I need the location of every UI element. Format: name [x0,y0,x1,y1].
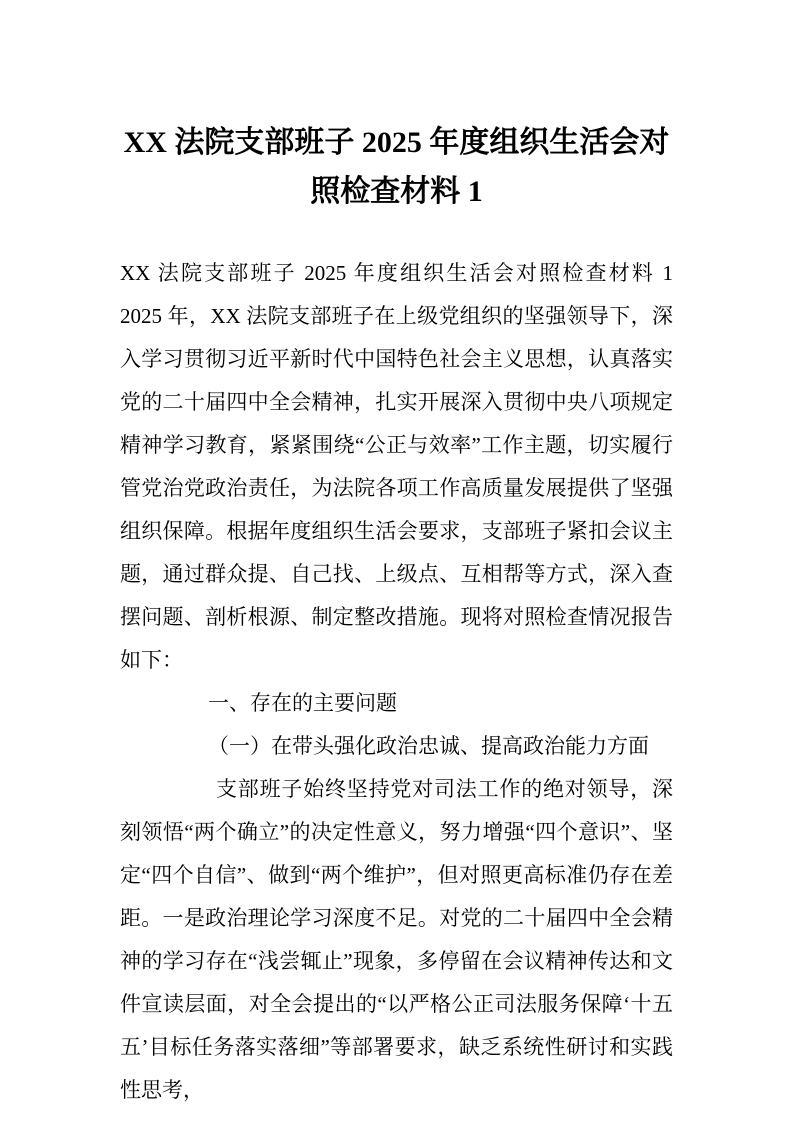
paragraph-repeat-title: XX 法院支部班子 2025 年度组织生活会对照检查材料 1 [120,261,673,285]
paragraph-section-body: 支部班子始终坚持党对司法工作的绝对领导，深刻领悟“两个确立”的决定性意义，努力增强“四个意识”、坚定“四个自信”、做到“两个维护”，但对照更高标准仍存在差距。一是政治理论学习深度不足。对党的二十届四中全会精神的学习存在“浅尝辄止”现象，多停留在会议精神传达和文件宣读层面，对全会提出的“以严格公正司法服务保障‘十五五’目标任务落实落细”等部署要求，缺乏系统性研讨和实践性思考， [120,777,673,1102]
section-heading-political-loyalty: （一）在带头强化政治忠诚、提高政治能力方面 [208,734,649,758]
section-heading-main-problems: 一、存在的主要问题 [208,691,397,715]
paragraph-intro: 2025 年，XX 法院支部班子在上级党组织的坚强领导下，深入学习贯彻习近平新时代中国特色社会主义思想，认真落实党的二十届四中全会精神，扎实开展深入贯彻中央八项规定精神学习教育，紧紧围绕“公正与效率”工作主题，切实履行管党治党政治责任，为法院各项工作高质量发展提供了坚强组织保障。根据年度组织生活会要求，支部班子紧扣会议主题，通过群众提、自己找、上级点、互相帮等方式，深入查摆问题、剖析根源、制定整改措施。现将对照检查情况报告如下： [120,304,673,672]
document-title: XX 法院支部班子 2025 年度组织生活会对照检查材料 1 [123,126,670,208]
